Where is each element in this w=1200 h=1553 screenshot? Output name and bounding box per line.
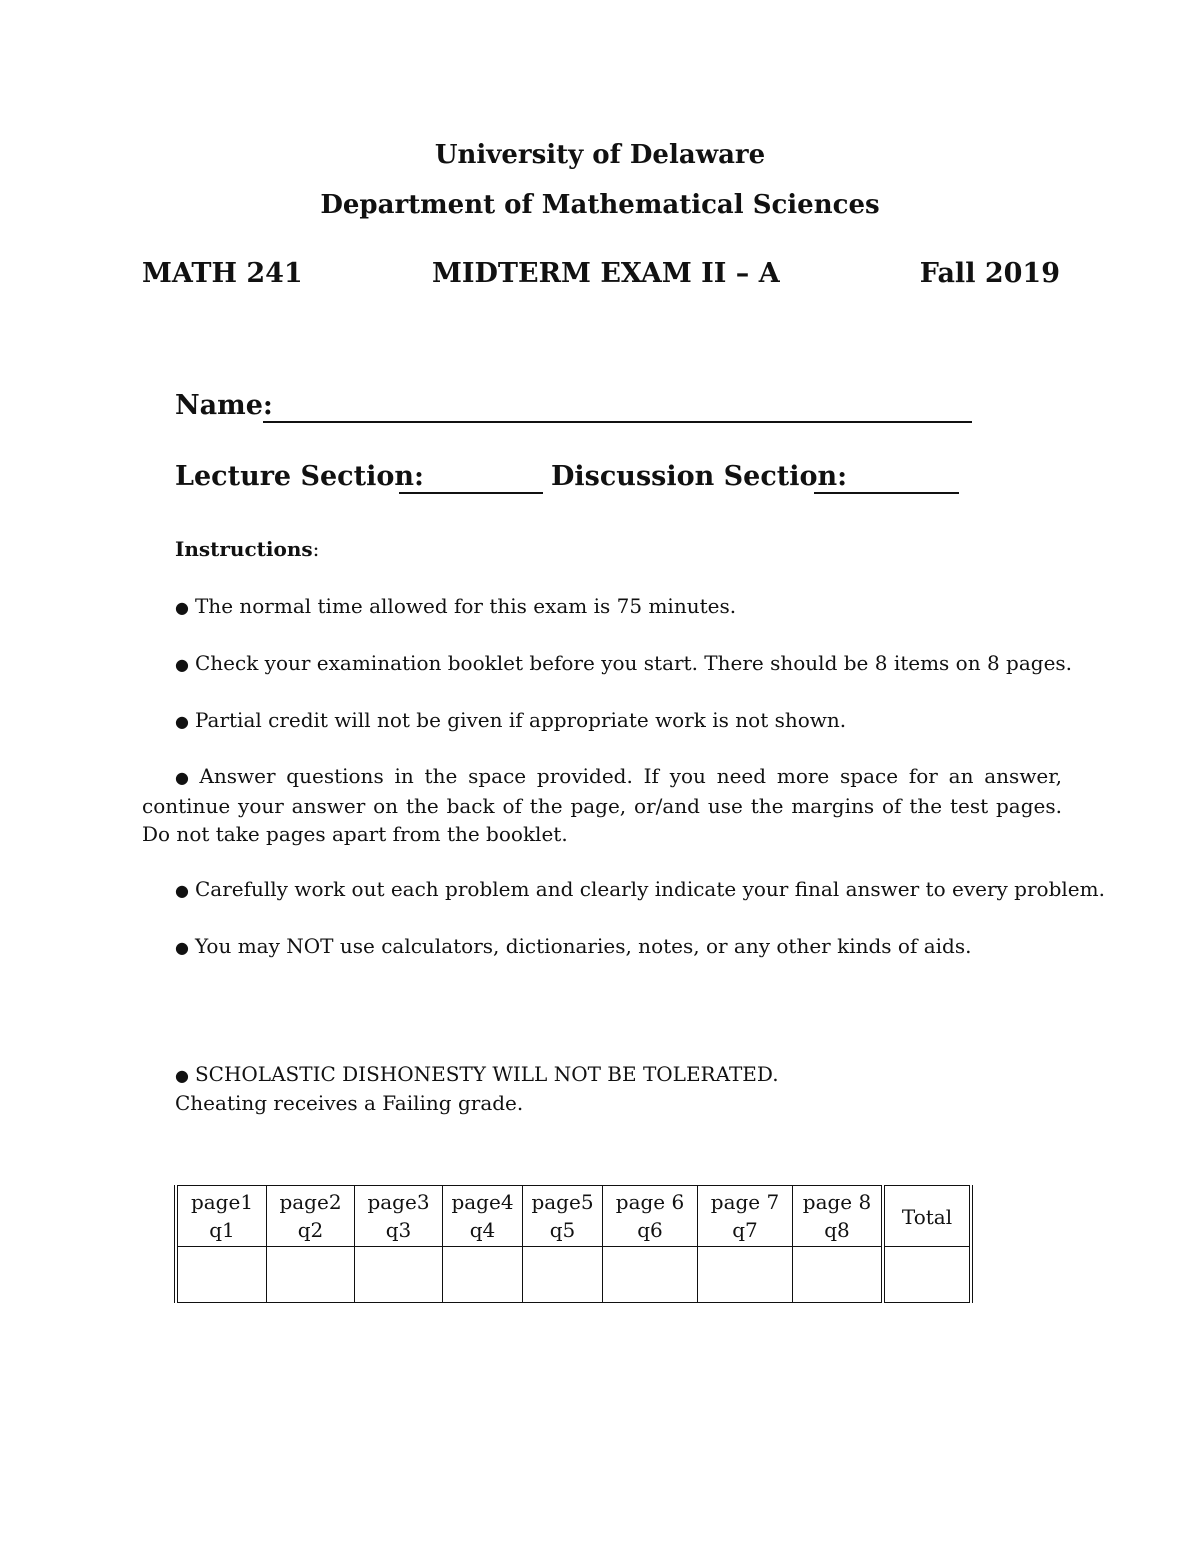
instruction-item bbox=[142, 762, 1062, 848]
score-table-header-row bbox=[176, 1186, 971, 1247]
page-label: page5 bbox=[531, 1190, 594, 1214]
score-column-header bbox=[355, 1186, 443, 1247]
instruction-text: Partial credit will not be given if appropriate work is not shown. bbox=[194, 708, 847, 732]
name-label: Name: bbox=[175, 390, 273, 421]
question-label: q1 bbox=[209, 1218, 235, 1242]
instruction-item bbox=[175, 706, 846, 736]
score-table bbox=[174, 1185, 973, 1303]
score-cell[interactable] bbox=[603, 1247, 698, 1303]
bullet-icon: ● bbox=[175, 1066, 189, 1085]
score-cell[interactable] bbox=[267, 1247, 355, 1303]
discussion-section-field[interactable] bbox=[814, 492, 959, 494]
instruction-item bbox=[175, 649, 1072, 679]
score-column-header bbox=[267, 1186, 355, 1247]
question-label: q7 bbox=[732, 1218, 758, 1242]
instructions-heading-colon: : bbox=[312, 537, 320, 561]
question-label: q4 bbox=[469, 1218, 496, 1242]
page-label: page2 bbox=[279, 1190, 342, 1214]
cheating-notice: Cheating receives a Failing grade. bbox=[175, 1091, 524, 1115]
lecture-section-label: Lecture Section: bbox=[175, 461, 424, 492]
score-column-header bbox=[523, 1186, 603, 1247]
page-label: page1 bbox=[190, 1190, 254, 1214]
score-column-header bbox=[793, 1186, 884, 1247]
score-cell[interactable] bbox=[523, 1247, 603, 1303]
bullet-icon: ● bbox=[175, 655, 189, 674]
instructions-heading-text: Instructions bbox=[175, 537, 313, 561]
score-column-header bbox=[603, 1186, 698, 1247]
bullet-icon: ● bbox=[175, 598, 189, 617]
page-label: page3 bbox=[367, 1190, 430, 1214]
discussion-section-label: Discussion Section: bbox=[551, 461, 848, 492]
course-code: MATH 241 bbox=[142, 258, 303, 289]
bullet-icon: ● bbox=[175, 712, 189, 731]
instruction-item bbox=[175, 592, 736, 622]
question-label: q3 bbox=[385, 1218, 412, 1242]
score-cell[interactable] bbox=[176, 1247, 267, 1303]
total-score-cell[interactable] bbox=[883, 1247, 971, 1303]
bullet-icon: ● bbox=[175, 881, 189, 900]
score-column-header bbox=[698, 1186, 793, 1247]
total-column-header: Total bbox=[883, 1186, 971, 1247]
university-name: University of Delaware bbox=[434, 140, 766, 170]
score-cell[interactable] bbox=[793, 1247, 884, 1303]
instruction-item bbox=[175, 875, 1105, 905]
bullet-icon: ● bbox=[175, 768, 194, 787]
score-cell[interactable] bbox=[443, 1247, 523, 1303]
page-label: page 6 bbox=[615, 1190, 685, 1214]
question-label: q5 bbox=[549, 1218, 576, 1242]
instructions-heading bbox=[175, 537, 319, 561]
name-field[interactable] bbox=[263, 421, 972, 423]
honesty-warning bbox=[175, 1060, 779, 1090]
instruction-text: Check your examination booklet before you start. There should be 8 items on 8 pages. bbox=[194, 651, 1073, 675]
score-entry-row bbox=[176, 1247, 971, 1303]
score-column-header bbox=[176, 1186, 267, 1247]
honesty-warning-text: SCHOLASTIC DISHONESTY WILL NOT BE TOLERATED. bbox=[194, 1062, 779, 1086]
question-label: q6 bbox=[637, 1218, 663, 1242]
score-cell[interactable] bbox=[355, 1247, 443, 1303]
lecture-section-field[interactable] bbox=[399, 492, 543, 494]
exam-title: MIDTERM EXAM II – A bbox=[432, 258, 780, 289]
exam-term: Fall 2019 bbox=[919, 258, 1060, 289]
instruction-text: Carefully work out each problem and clearly indicate your final answer to every problem. bbox=[194, 877, 1105, 901]
page-label: page 7 bbox=[710, 1190, 780, 1214]
instruction-text: Answer questions in the space provided. If you need more space for an answer, continue your answer on the back of the page, or/and use the margins of the test pages. Do not take pages apart from the booklet. bbox=[142, 764, 1062, 846]
page-label: page 8 bbox=[802, 1190, 872, 1214]
page-label: page4 bbox=[451, 1190, 514, 1214]
instruction-text: You may NOT use calculators, dictionaries, notes, or any other kinds of aids. bbox=[194, 934, 972, 958]
score-column-header bbox=[443, 1186, 523, 1247]
score-cell[interactable] bbox=[698, 1247, 793, 1303]
department-name: Department of Mathematical Sciences bbox=[320, 190, 880, 220]
instruction-text: The normal time allowed for this exam is 75 minutes. bbox=[194, 594, 737, 618]
instruction-item bbox=[175, 932, 971, 962]
question-label: q2 bbox=[297, 1218, 324, 1242]
bullet-icon: ● bbox=[175, 938, 189, 957]
question-label: q8 bbox=[824, 1218, 850, 1242]
